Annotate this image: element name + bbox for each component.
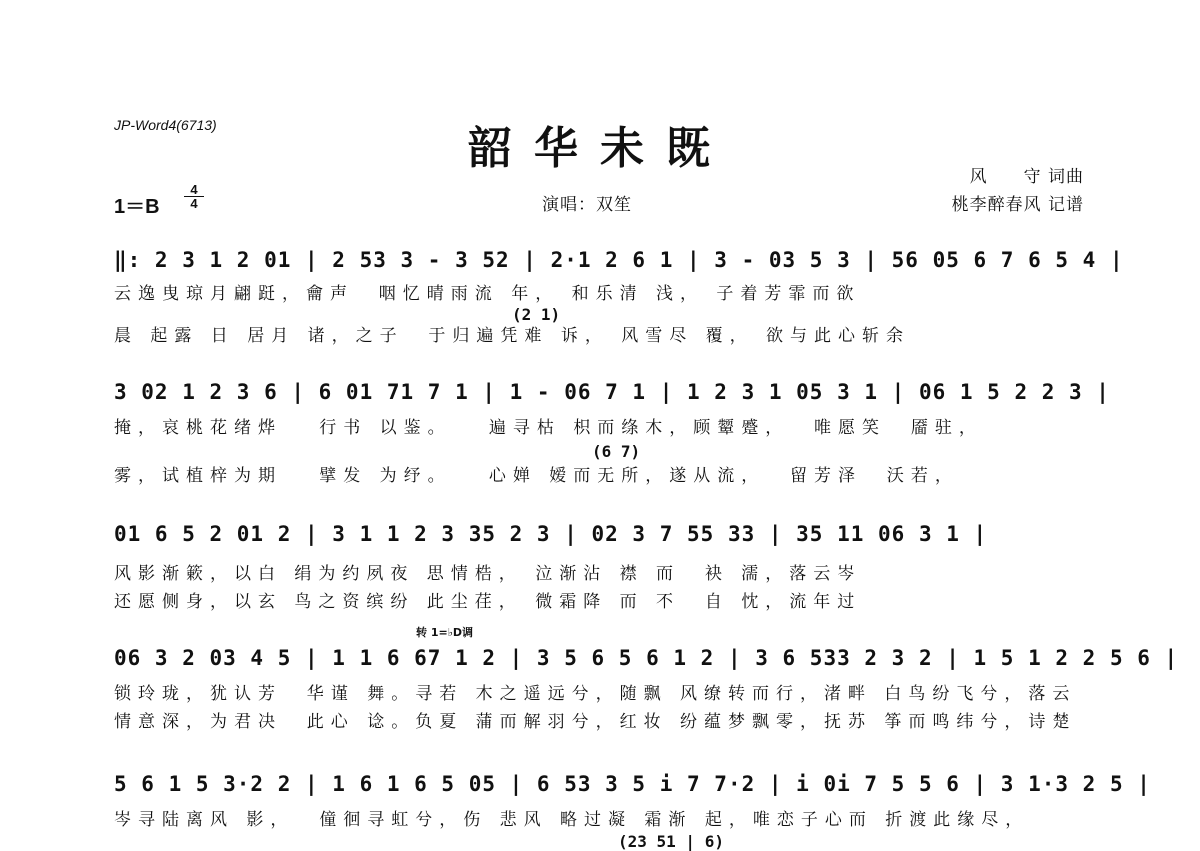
score-row-2 [114,374,1110,410]
alt-notes: (23 51 | 6) [618,832,724,851]
transcriber-credit: 桃李醉春风 记谱 [951,195,1084,215]
source-label: JP-Word4(6713) [114,117,217,133]
modulation-marker: 转 1=♭D调 [416,626,474,639]
score-row-3 [114,516,1086,552]
lyric-verse-2: 雾，试植梓为期 擘发 为纾。 心婵 嫒而无所，遂从流， 留芳泽 沃若， [114,466,959,486]
score-row-1 [114,242,1124,278]
key-signature: 1＝B [114,196,160,218]
time-signature-bottom: 4 [190,196,198,211]
lyric-verse-1: 锁玲珑，犹认芳 华谨 舞。寻若 木之遥远兮，随飘 风缭转而行，渚畔 白鸟纷飞兮，落云 [114,684,1077,704]
lyric-verse-2: 还愿侧身，以玄 鸟之资缤纷 此尘荏， 微霜降 而 不 自 忱，流年过 [114,592,862,612]
lyric-verse-2: 晨 起露 日 居月 诸，之子 于归遍凭难 诉， 风雪尽 覆， 欲与此心斩余 [114,326,911,346]
score-row-4 [114,640,1179,676]
lyricist-credit: 风 守 词曲 [969,167,1084,187]
lyric-verse-1: 岑寻陆离风 影， 僮徊寻虹兮，伤 悲风 略过凝 霜渐 起，唯恋子心而 折渡此缘尽， [114,810,1030,830]
notation-line: ‖: 2 3 1 2 01 | 2 53 3 - 3 52 | 2·1 2 6 1 | 3 - 03 5 3 | 56 05 6 7 6 5 4 | [114,248,1124,272]
singer-credit: 演唱：双笙 [542,195,632,215]
time-signature [184,183,204,210]
notation-line: 3 02 1 2 3 6 | 6 01 71 7 1 | 1 - 06 7 1 | 1 2 3 1 05 3 1 | 06 1 5 2 2 3 | [114,380,1110,404]
score-row-5 [114,766,1151,802]
alt-notes: (2 1) [512,305,561,324]
song-title: 韶华未既 [468,123,732,174]
time-signature-top: 4 [184,183,204,197]
lyric-verse-2: 情意深，为君决 此心 谂。负夏 蒲而解羽兮，红妆 纷蕴梦飘零，抚苏 筝而鸣纬兮，诗楚 [114,712,1077,732]
notation-line: 01 6 5 2 01 2 | 3 1 1 2 3 35 2 3 | 02 3 7 55 33 | 35 11 06 3 1 | [114,522,988,546]
notation-line: 06 3 2 03 4 5 | 1 1 6 67 1 2 | 3 5 6 5 6 1 2 | 3 6 533 2 3 2 | 1 5 1 2 2 5 6 | [114,646,1179,670]
lyric-verse-1: 云逸曳琼月翩跹，龠声 咽忆晴雨流 年， 和乐清 浅， 子着芳霏而欲 [114,284,861,304]
lyric-verse-1: 风影渐簌，以白 绢为约夙夜 思情梏， 泣渐沾 襟 而 袂 濡，落云岑 [114,564,862,584]
lyric-verse-1: 掩，哀桃花绪烨 行书 以鉴。 遍寻枯 枳而绦木，顾颦蹙， 唯愿笑 靥驻， [114,418,983,438]
alt-notes: (6 7) [592,442,641,461]
notation-line: 5 6 1 5 3·2 2 | 1 6 1 6 5 05 | 6 53 3 5 i 7 7·2 | i 0i 7 5 5 6 | 3 1·3 2 5 | [114,772,1151,796]
